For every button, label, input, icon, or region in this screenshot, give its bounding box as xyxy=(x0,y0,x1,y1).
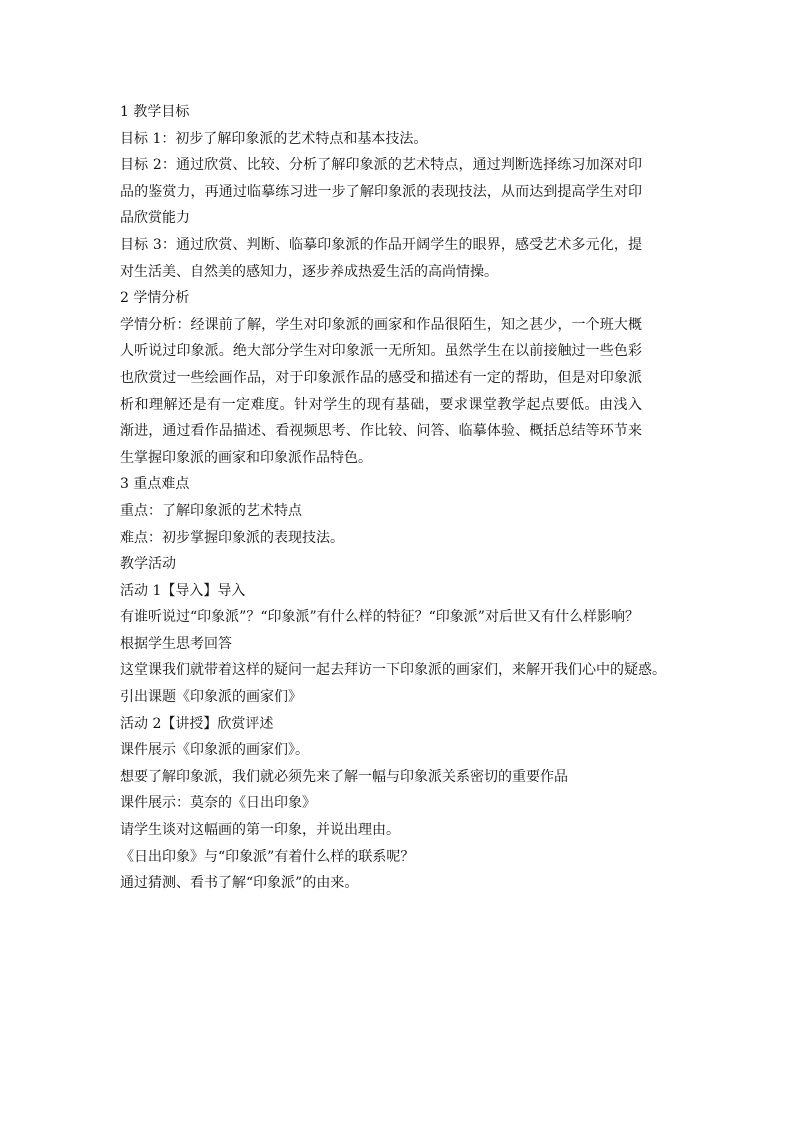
document-body xyxy=(120,99,666,897)
text-line: 课件展示《印象派的画家们》。 xyxy=(120,742,309,759)
text-line: 渐进，通过看作品描述、看视频思考、作比较、问答、临摹体验、概括总结等环节来 xyxy=(120,423,642,440)
text-line: 3 重点难点 xyxy=(120,476,190,493)
text-line: 活动 2【讲授】欣赏评述 xyxy=(120,715,274,732)
text-line: 人听说过印象派。绝大部分学生对印象派一无所知。虽然学生在以前接触过一些色彩 xyxy=(120,343,642,360)
text-line: 目标 3：通过欣赏、判断、临摹印象派的作品开阔学生的眼界，感受艺术多元化，提 xyxy=(120,236,642,253)
text-line: 2 学情分析 xyxy=(120,290,190,307)
text-line: 课件展示：莫奈的《日出印象》 xyxy=(120,795,316,812)
text-line: 重点：了解印象派的艺术特点 xyxy=(120,502,302,519)
text-line: 学情分析：经课前了解，学生对印象派的画家和作品很陌生，知之甚少，一个班大概 xyxy=(120,316,642,333)
text-line: 1 教学目标 xyxy=(120,104,190,120)
text-line: 根据学生思考回答 xyxy=(120,635,232,652)
text-line: 目标 2：通过欣赏、比较、分析了解印象派的艺术特点，通过判断选择练习加深对印 xyxy=(120,157,642,174)
text-line: 《日出印象》与“印象派”有着什么样的联系呢？ xyxy=(120,848,415,865)
text-line: 生掌握印象派的画家和印象派作品特色。 xyxy=(120,449,372,466)
text-line: 通过猜测、看书了解“印象派”的由来。 xyxy=(120,875,359,892)
text-line: 活动 1【导入】导入 xyxy=(120,582,246,599)
text-line: 对生活美、自然美的感知力，逐步养成热爱生活的高尚情操。 xyxy=(120,263,498,280)
text-line: 这堂课我们就带着这样的疑问一起去拜访一下印象派的画家们，来解开我们心中的疑惑。 xyxy=(120,662,666,679)
text-line: 品的鉴赏力，再通过临摹练习进一步了解印象派的表现技法，从而达到提高学生对印 xyxy=(120,183,642,200)
text-line: 请学生谈对这幅画的第一印象，并说出理由。 xyxy=(120,822,400,839)
text-line: 目标 1：初步了解印象派的艺术特点和基本技法。 xyxy=(120,130,428,147)
text-line: 引出课题《印象派的画家们》 xyxy=(120,689,302,706)
text-line: 析和理解还是有一定难度。针对学生的现有基础，要求课堂教学起点要低。由浅入 xyxy=(120,396,642,413)
text-line: 难点：初步掌握印象派的表现技法。 xyxy=(120,529,344,546)
text-line: 品欣赏能力 xyxy=(120,210,190,227)
text-line: 有谁听说过“印象派”？“印象派”有什么样的特征？“印象派”对后世又有什么样影响？ xyxy=(120,609,639,626)
text-line: 也欣赏过一些绘画作品，对于印象派作品的感受和描述有一定的帮助，但是对印象派 xyxy=(120,369,642,386)
text-line: 教学活动 xyxy=(120,556,176,573)
text-line: 想要了解印象派，我们就必须先来了解一幅与印象派关系密切的重要作品 xyxy=(120,768,568,785)
